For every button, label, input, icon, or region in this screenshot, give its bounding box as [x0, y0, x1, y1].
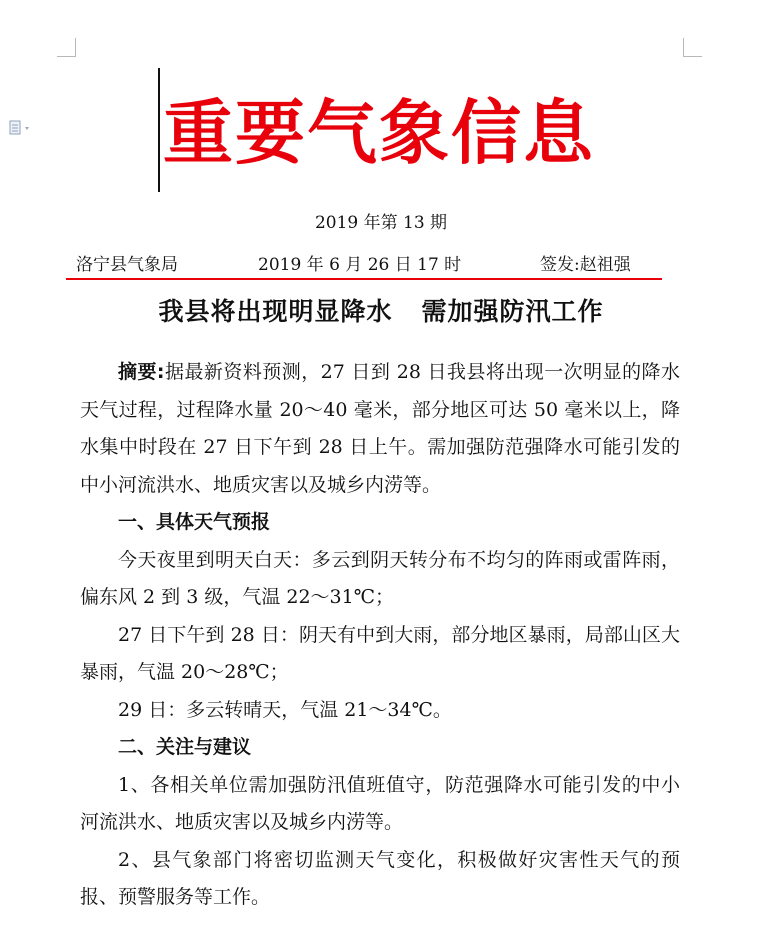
document-body	[80, 354, 680, 917]
page-corner-mark-left	[57, 38, 76, 57]
banner-title: 重要气象信息	[163, 92, 595, 174]
summary-text: 据最新资料预测，27 日到 28 日我县将出现一次明显的降水天气过程，过程降水量 20～40 毫米，部分地区可达 50 毫米以上，降水集中时段在 27 日下午到 28 日上午。需加强防范强降水可能引发的中小河流洪水、地质灾害以及城乡内涝等。	[80, 361, 680, 496]
page-corner-mark-right	[683, 38, 702, 57]
forecast-paragraph: 27 日下午到 28 日：阴天有中到大雨，部分地区暴雨，局部山区大暴雨，气温 20～28℃；	[80, 623, 680, 683]
issue-number: 2019 年第 13 期	[314, 213, 448, 233]
advice-paragraph: 1、各相关单位需加强防汛值班值守，防范强降水可能引发的中小河流洪水、地质灾害以及城乡内涝等。	[80, 773, 680, 833]
advice-paragraph: 2、县气象部门将密切监测天气变化，积极做好灾害性天气的预报、预警服务等工作。	[80, 848, 680, 908]
section-heading-advice: 二、关注与建议	[118, 736, 252, 758]
signer: 签发:赵祖强	[540, 255, 631, 275]
red-divider-line	[66, 278, 662, 280]
text-cursor	[158, 68, 160, 192]
headline: 我县将出现明显降水 需加强防汛工作	[158, 297, 604, 326]
document-icon[interactable]	[9, 120, 37, 136]
forecast-paragraph: 今天夜里到明天白天：多云到阴天转分布不均匀的阵雨或雷阵雨，偏东风 2 到 3 级，气温 22～31℃；	[80, 548, 680, 608]
summary-paragraph	[80, 354, 680, 504]
section-heading-forecast: 一、具体天气预报	[118, 511, 271, 533]
issuing-organization: 洛宁县气象局	[76, 255, 178, 275]
forecast-paragraph: 29 日：多云转晴天，气温 21～34℃。	[118, 698, 452, 721]
summary-label: 摘要:	[118, 361, 165, 383]
issue-datetime: 2019 年 6 月 26 日 17 时	[258, 255, 462, 275]
